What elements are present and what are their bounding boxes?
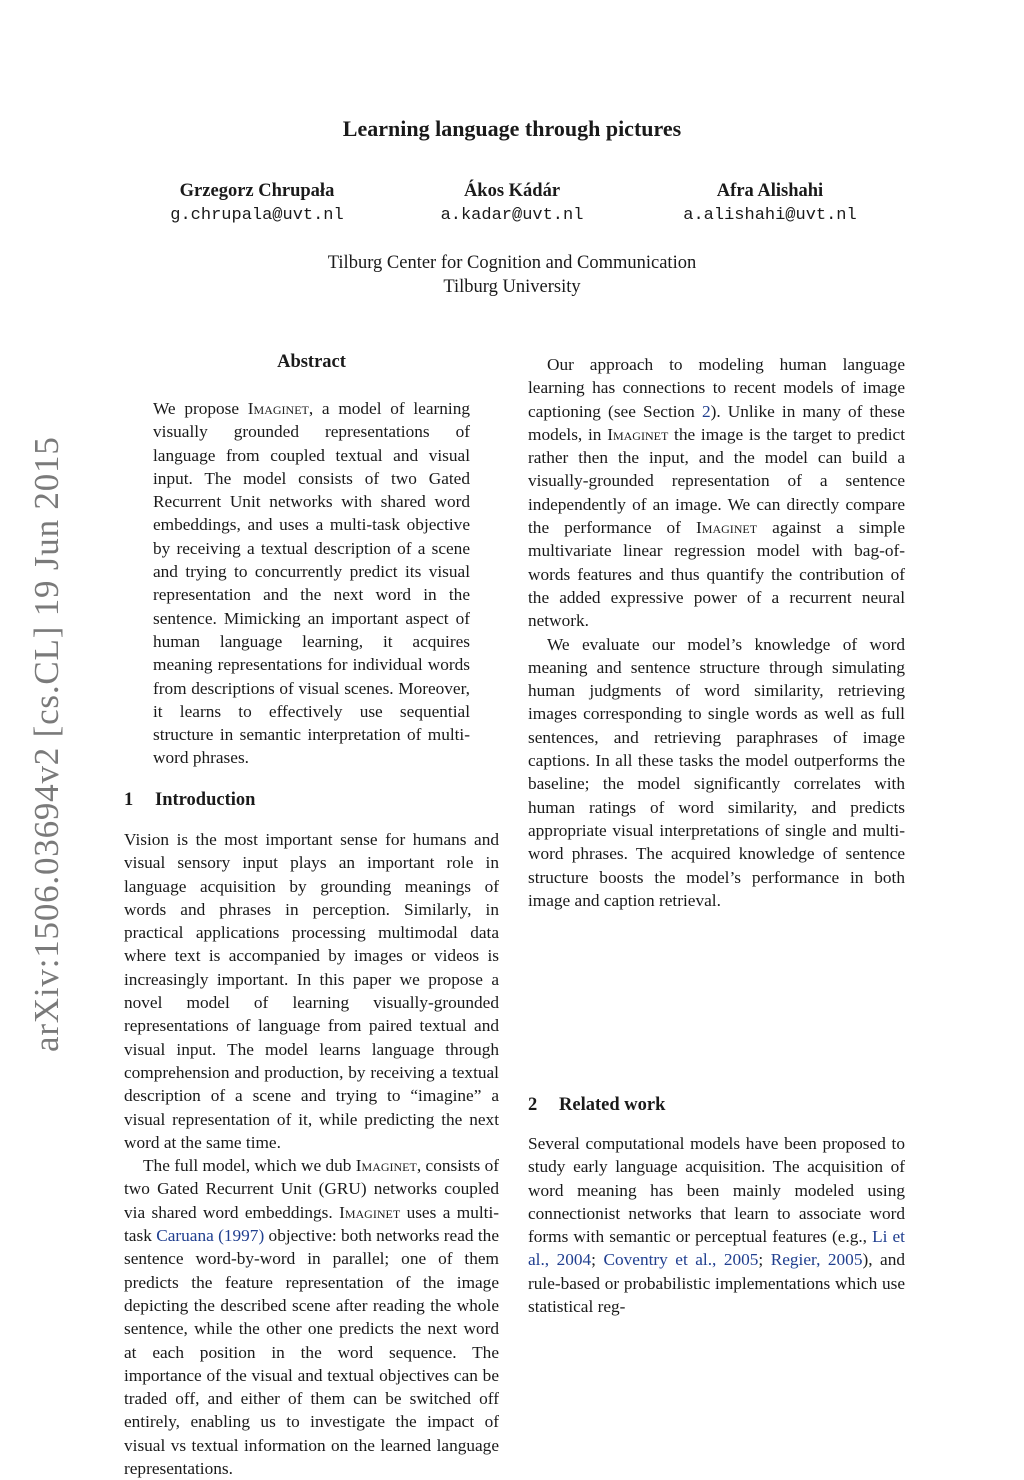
text-run: ). Unlike in many of these models, in [528,401,905,444]
affiliation [0,252,1024,299]
author-email: a.kadar@uvt.nl [440,206,584,225]
paragraph: Vision is the most important sense for humans and visual sensory input plays an important role in language acquisition by grounding meanings of words and phrases in perception. Similarly, in practical applications processing multimodal data where text is accompanied by images or videos is increasingly important. In this paper we propose a novel model of learning visually-grounded representations of language from paired textual and visual input. The model learns language through comprehension and production, by receiving a textual description of a scene and trying to “imagine” a visual representation of it, while predicting the next word at the same time. [124,830,499,1152]
section-ref-link[interactable]: 2 [701,401,711,421]
section-heading [124,790,255,811]
introduction-text [124,828,499,1480]
affiliation-line: Tilburg Center for Cognition and Communication [327,253,697,273]
author-block [610,178,930,228]
paragraph [528,1132,905,1318]
model-name: Imaginet [339,1202,401,1222]
related-work-text [528,1132,905,1318]
text-run: objective: both networks read the sentence word-by-word in parallel; one of them predicts the feature representation of the image depicting the described scene after reading the whole sentence, while the other one predicts the next word at each position in the word sequence. The importance of the visual and textual objectives can be traded off, and either of them can be switched off entirely, enabling us to investigate the impact of visual vs textual information on the learned language representations. [124,1226,499,1479]
model-name: Imaginet [607,424,669,444]
text-run: ), and rule-based or probabilistic implementations which use statistical reg- [528,1250,905,1317]
section-title: Related work [559,1095,666,1115]
right-column-text [528,353,905,912]
model-name: Imaginet [696,518,758,538]
text-run: the image is the target to predict rather then the input, and the model can build a visually-grounded representation of a sentence independently of an image. We can directly compare the performance of [528,424,905,538]
abstract-heading: Abstract [277,352,346,372]
paragraph [124,1154,499,1480]
section-number: 1 [124,790,134,810]
text-run: ; [758,1250,771,1270]
model-name: Imaginet [355,1156,417,1176]
paragraph: We evaluate our model’s knowledge of word meaning and sentence structure through simulating human judgments of word similarity, retrieving images corresponding to single words as well as full sentences, and retrieving paraphrases of image captions. In all these tasks the model outperforms the baseline; the model significantly correlates with human ratings of word similarity, and predicts appropriate visual interpretations of single and multi-word phrases. The acquired knowledge of sentence structure boosts the model’s performance in both image and caption retrieval. [528,634,905,910]
text-run: uses a multi-task [124,1202,500,1246]
abstract-text [153,397,470,770]
text-run: We propose [153,399,248,418]
citation-link[interactable]: Caruana [156,1226,214,1246]
text-run: , a model of learning visually grounded representations of language from coupled textual and visual input. The model consists of two Gated Recurrent Unit networks with shared word embeddings, and uses a multi-task objective by receiving a textual description of a scene and trying to concurrently predict its visual representation and the next word in the sentence. Mimicking an important aspect of human language learning, it acquires meaning representations for individual words from descriptions of visual scenes. Moreover, it learns to effectively use sequential structure in semantic interpretation of multi-word phrases. [153,399,471,768]
text-run: Our approach to modeling human language learning has connections to recent models of image captioning (see Section [528,355,905,421]
affiliation-line: Tilburg University [443,276,581,297]
paragraph [528,353,905,633]
paper-title: Learning language through pictures [342,116,682,141]
text-run: against a simple multivariate linear regression model with bag-of-words features and thus quantify the contribution of the added expressive power of a recurrent neural network. [528,518,905,631]
citation-link[interactable]: Coventry et al., 2005 [603,1250,759,1270]
text-run: Several computational models have been proposed to study early language acquisition. The acquisition of word meaning has been mainly modeled using connectionist networks that learn to associate word forms with semantic or perceptual features (e.g., [528,1134,905,1247]
text-run: The full model, which we dub [143,1156,356,1176]
author-email: g.chrupala@uvt.nl [170,206,344,225]
arxiv-stamp: arXiv:1506.03694v2 [cs.CL] 19 Jun 2015 [27,436,66,1052]
author-name: Afra Alishahi [716,181,824,201]
section-heading [528,1095,665,1116]
author-name: Ákos Kádár [463,181,561,201]
citation-link[interactable]: Li et al., 2004 [528,1227,905,1270]
section-title: Introduction [155,790,256,810]
citation-link[interactable]: (1997) [218,1226,265,1246]
section-number: 2 [528,1095,538,1115]
text-run: , consists of two Gated Recurrent Unit (GRU) networks coupled via shared word embeddings. [124,1156,499,1222]
author-name: Grzegorz Chrupała [179,181,335,201]
model-name: Imaginet [247,399,309,418]
citation-link[interactable]: Regier, 2005 [770,1250,863,1270]
author-email: a.alishahi@uvt.nl [683,206,857,225]
text-run: ; [591,1250,604,1270]
